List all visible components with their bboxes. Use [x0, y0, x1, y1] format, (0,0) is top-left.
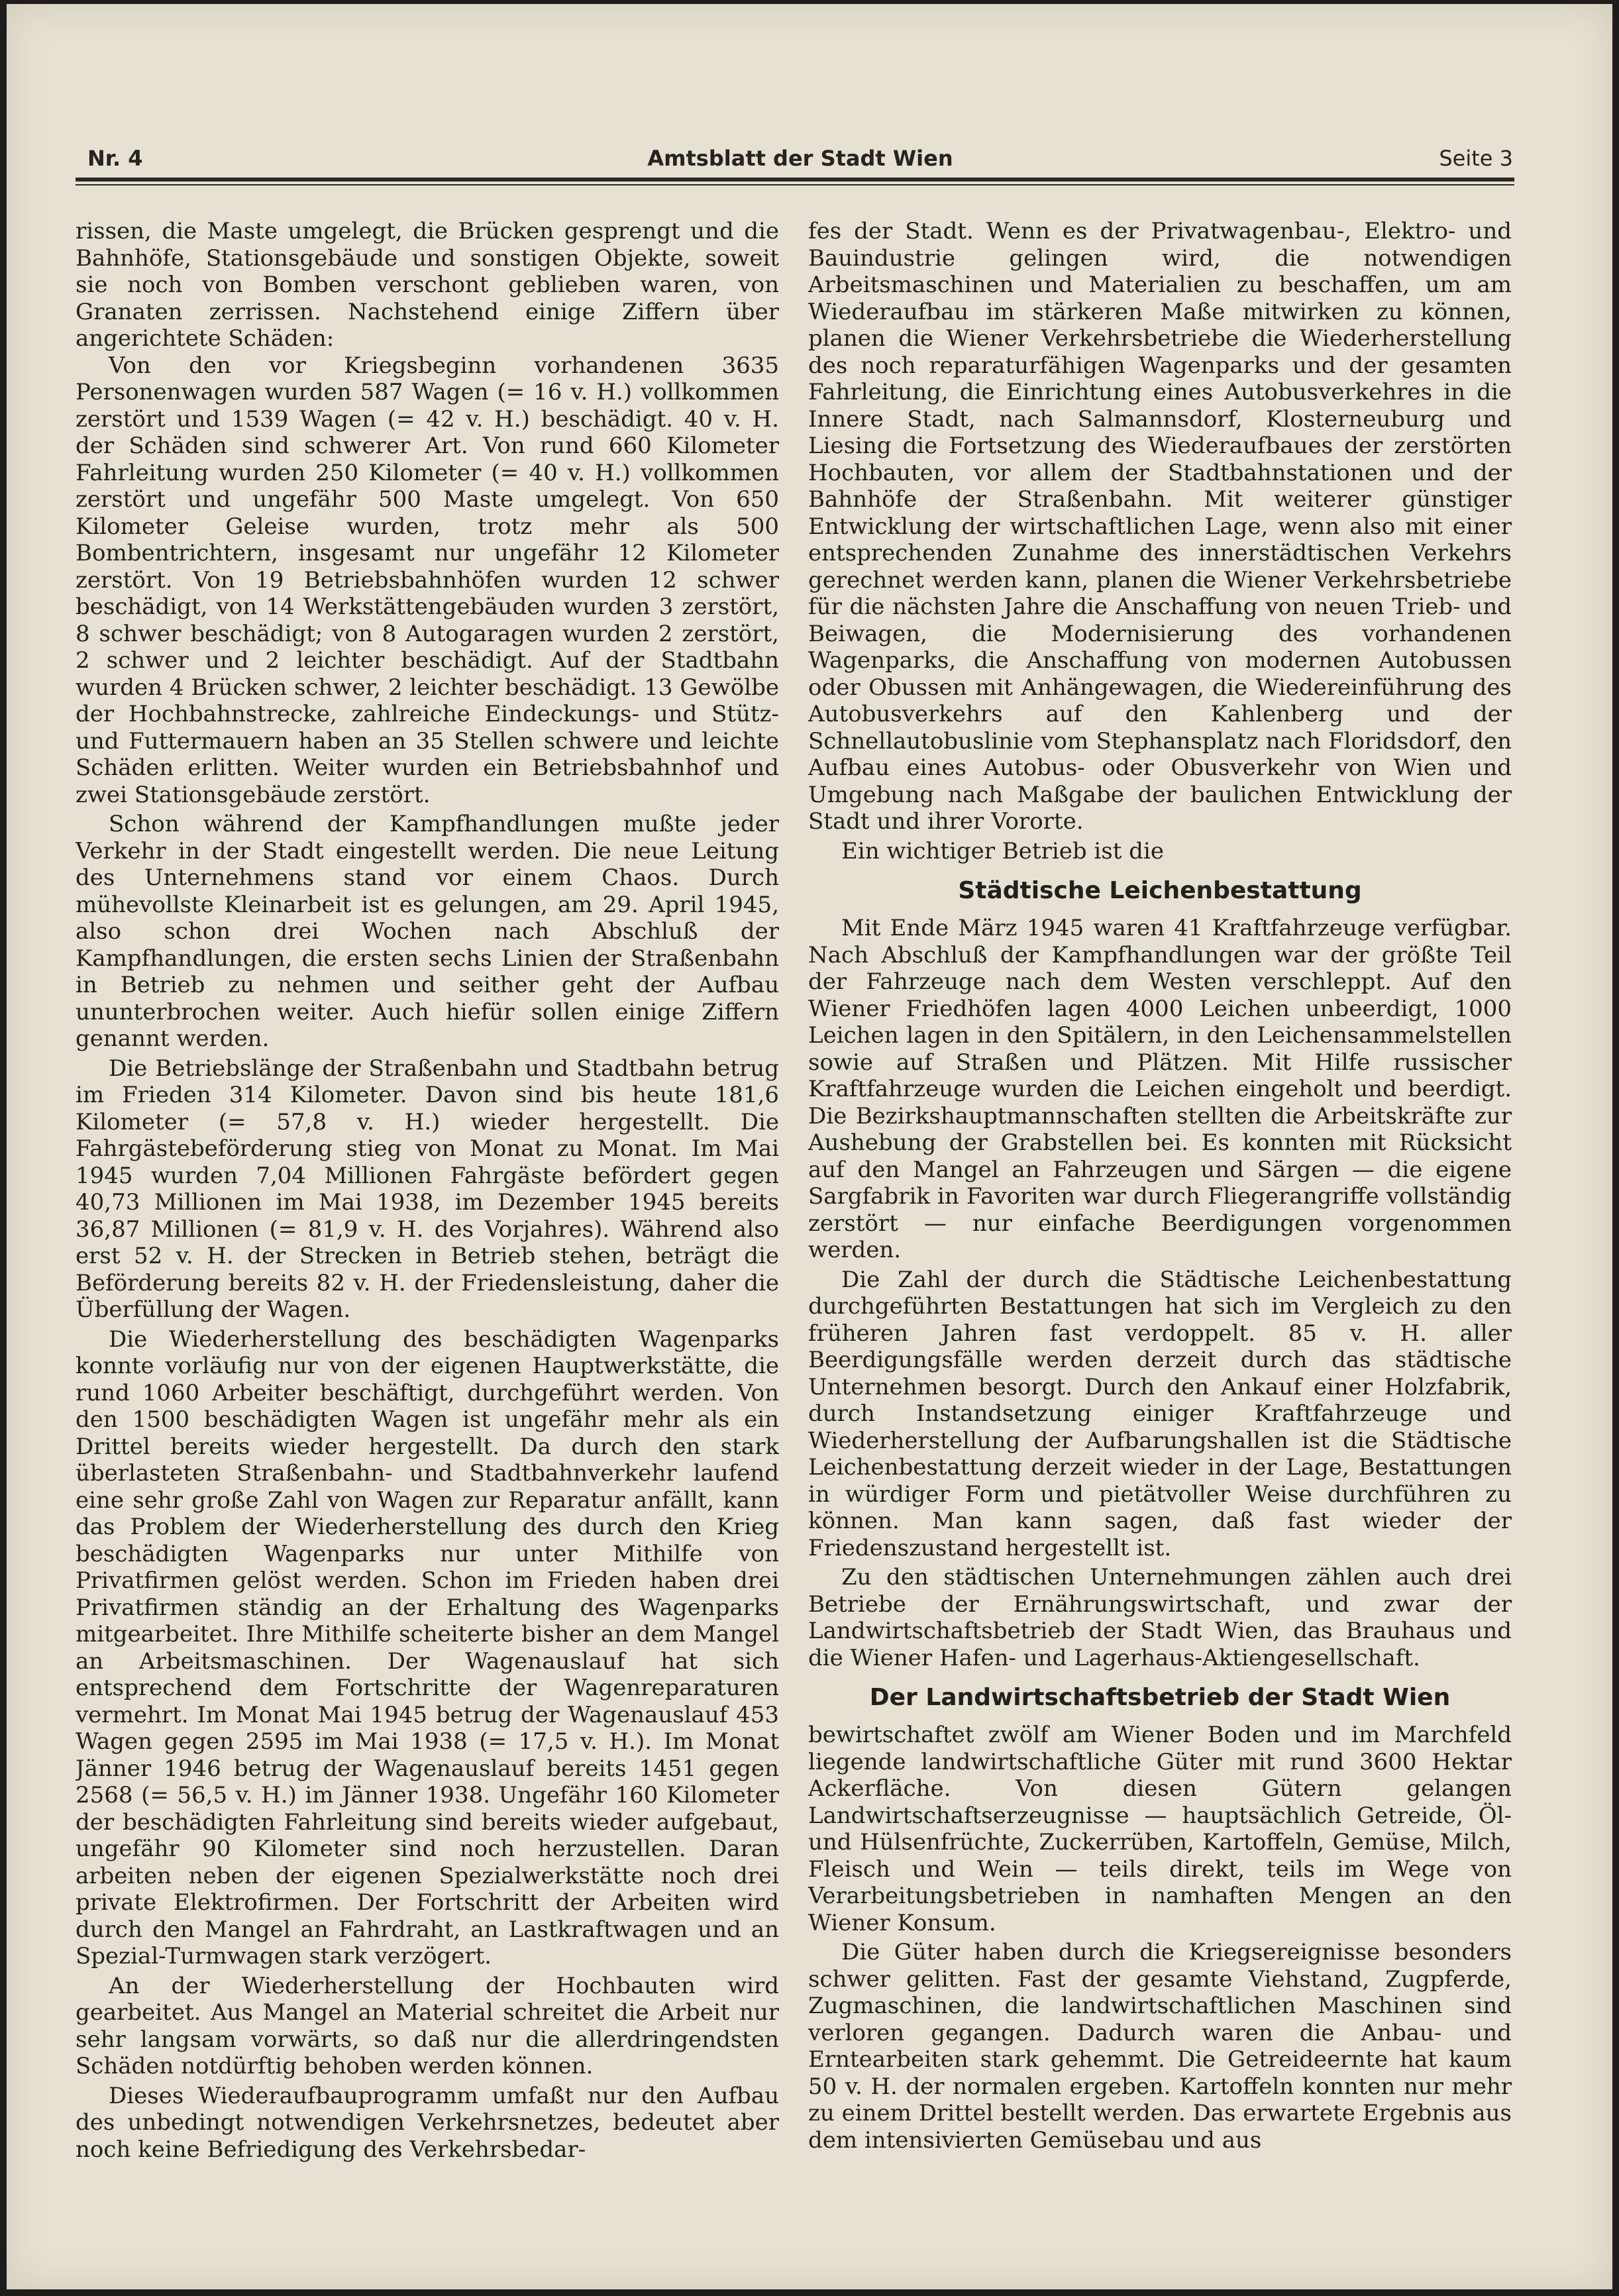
section-heading-leichenbestattung: Städtische Leichenbestattung — [958, 877, 1362, 904]
newspaper-page — [7, 4, 1612, 2289]
page-header — [87, 146, 1513, 175]
paragraph: bewirtschaftet zwölf am Wiener Boden und im Marchfeld liegende landwirtschaftliche Güter mit rund 3600 Hektar Ackerfläche. Von diesen Gütern gelangen Landwirtschaftserzeugnisse — hauptsächlich Getreide, Öl- und Hülsenfrüchte, Zuckerrüben, Kartoffeln, Gemüse, Milch, Fleisch und Wein — teils direkt, teils im Wege von Verarbeitungsbetrieben in namhaften Mengen an den Wiener Konsum. — [808, 1722, 1512, 1936]
right-column — [808, 218, 1512, 2218]
paragraph: Ein wichtiger Betrieb ist die — [841, 837, 1164, 864]
paragraph: An der Wiederherstellung der Hochbauten wird gearbeitet. Aus Mangel an Material schreitet die Arbeit nur sehr langsam vorwärts, so daß nur die allerdringendsten Schäden notdürftig behoben werden können. — [76, 1972, 779, 2079]
publication-title: Amtsblatt der Stadt Wien — [647, 146, 953, 171]
paragraph: Die Zahl der durch die Städtische Leichenbestattung durchgeführten Bestattungen hat sich im Vergleich zu den früheren Jahren fast verdoppelt. 85 v. H. aller Beerdigungsfälle werden derzeit durch das städtische Unternehmen besorgt. Durch den Ankauf einer Holzfabrik, durch Instandsetzung einiger Kraftfahrzeuge und Wiederherstellung der Aufbarungshallen ist die Städtische Leichenbestattung derzeit wieder in der Lage, Bestattungen in würdiger Form und pietätvoller Weise durchführen zu können. Man kann sagen, daß fast wieder der Friedenszustand hergestellt ist. — [808, 1266, 1512, 1561]
paragraph: rissen, die Maste umgelegt, die Brücken gesprengt und die Bahnhöfe, Stationsgebäude und sonstigen Objekte, soweit sie noch von Bomben verschont geblieben waren, von Granaten zerrissen. Nachstehend einige Ziffern über angerichtete Schäden: — [76, 218, 779, 352]
header-rule-thin — [76, 184, 1514, 185]
header-rule-thick — [76, 178, 1514, 182]
paragraph: Die Betriebslänge der Straßenbahn und Stadtbahn betrug im Frieden 314 Kilometer. Davon sind bis heute 181,6 Kilometer (= 57,8 v. H.) wieder hergestellt. Die Fahrgästebeförderung stieg von Monat zu Monat. Im Mai 1945 wurden 7,04 Millionen Fahrgäste befördert gegen 40,73 Millionen im Mai 1938, im Dezember 1945 bereits 36,87 Millionen (= 81,9 v. H. des Vorjahres). Während also erst 52 v. H. der Strecken in Betrieb stehen, beträgt die Beförderung bereits 82 v. H. der Friedensleistung, daher die Überfüllung der Wagen. — [76, 1055, 779, 1323]
paragraph: fes der Stadt. Wenn es der Privatwagenbau-, Elektro- und Bauindustrie gelingen wird, die notwendigen Arbeitsmaschinen und Materialien zu beschaffen, um am Wiederaufbau im stärkeren Maße mitwirken zu können, planen die Wiener Verkehrsbetriebe die Wiederherstellung des noch reparaturfähigen Wagenparks und der gesamten Fahrleitung, die Einrichtung eines Autobusverkehres in die Innere Stadt, nach Salmannsdorf, Klosterneuburg und Liesing die Fortsetzung des Wiederaufbaues der zerstörten Hochbauten, vor allem der Stadtbahnstationen und der Bahnhöfe der Straßenbahn. Mit weiterer günstiger Entwicklung der wirtschaftlichen Lage, wenn also mit einer entsprechenden Zunahme des innerstädtischen Verkehrs gerechnet werden kann, planen die Wiener Verkehrsbetriebe für die nächsten Jahre die Anschaffung von neuen Trieb- und Beiwagen, die Modernisierung des vorhandenen Wagenparks, die Anschaffung von modernen Autobussen oder Obussen mit Anhängewagen, die Wiedereinführung des Autobusverkehrs auf den Kahlenberg und der Schnellautobuslinie vom Stephansplatz nach Floridsdorf, den Aufbau eines Autobus- oder Obusverkehr von Wien und Umgebung nach Maßgabe der baulichen Entwicklung der Stadt und ihrer Vororte. — [808, 218, 1512, 835]
paragraph: Mit Ende März 1945 waren 41 Kraftfahrzeuge verfügbar. Nach Abschluß der Kampfhandlungen war der größte Teil der Fahrzeuge nach dem Westen verschleppt. Auf den Wiener Friedhöfen lagen 4000 Leichen unbeerdigt, 1000 Leichen lagen in den Spitälern, in den Leichensammelstellen sowie auf Straßen und Plätzen. Mit Hilfe russischer Kraftfahrzeuge wurden die Leichen eingeholt und beerdigt. Die Bezirkshauptmannschaften stellten die Arbeitskräfte zur Aushebung der Grabstellen bei. Es konnten mit Rücksicht auf den Mangel an Fahrzeugen und Särgen — die eigene Sargfabrik in Favoriten war durch Fliegerangriffe vollständig zerstört — nur einfache Beerdigungen vorgenommen werden. — [808, 915, 1512, 1263]
left-column — [76, 218, 779, 2218]
paragraph: Zu den städtischen Unternehmungen zählen auch drei Betriebe der Ernährungswirtschaft, und zwar der Landwirtschaftsbetrieb der Stadt Wien, das Brauhaus und die Wiener Hafen- und Lagerhaus-Aktiengesellschaft. — [808, 1564, 1512, 1671]
section-heading-landwirtschaftsbetrieb: Der Landwirtschaftsbetrieb der Stadt Wien — [869, 1684, 1451, 1711]
paragraph: Dieses Wiederaufbauprogramm umfaßt nur den Aufbau des unbedingt notwendigen Verkehrsnetzes, bedeutet aber noch keine Befriedigung des Verkehrsbedar- — [76, 2082, 779, 2163]
paragraph: Von den vor Kriegsbeginn vorhandenen 3635 Personenwagen wurden 587 Wagen (= 16 v. H.) vollkommen zerstört und 1539 Wagen (= 42 v. H.) beschädigt. 40 v. H. der Schäden sind schwerer Art. Von rund 660 Kilometer Fahrleitung wurden 250 Kilometer (= 40 v. H.) vollkommen zerstört und ungefähr 500 Maste umgelegt. Von 650 Kilometer Geleise wurden, trotz mehr als 500 Bombentrichtern, insgesamt nur ungefähr 12 Kilometer zerstört. Von 19 Betriebsbahnhöfen wurden 12 schwer beschädigt, von 14 Werkstättengebäuden wurden 3 zerstört, 8 schwer beschädigt; von 8 Autogaragen wurden 2 zerstört, 2 schwer und 2 leichter beschädigt. Auf der Stadtbahn wurden 4 Brücken schwer, 2 leichter beschädigt. 13 Gewölbe der Hochbahnstrecke, zahlreiche Eindeckungs- und Stütz- und Futtermauern haben an 35 Stellen schwere und leichte Schäden erlitten. Weiter wurden ein Betriebsbahnhof und zwei Stationsgebäude zerstört. — [76, 352, 779, 808]
issue-number: Nr. 4 — [87, 146, 143, 171]
page-number: Seite 3 — [1439, 146, 1513, 171]
paragraph: Schon während der Kampfhandlungen mußte jeder Verkehr in der Stadt eingestellt werden. Die neue Leitung des Unternehmens stand vor einem Chaos. Durch mühevollste Kleinarbeit ist es gelungen, am 29. April 1945, also schon drei Wochen nach Abschluß der Kampfhandlungen, die ersten sechs Linien der Straßenbahn in Betrieb zu nehmen und seither geht der Aufbau ununterbrochen weiter. Auch hiefür sollen einige Ziffern genannt werden. — [76, 811, 779, 1052]
paragraph: Die Güter haben durch die Kriegsereignisse besonders schwer gelitten. Fast der gesamte Viehstand, Zugpferde, Zugmaschinen, die landwirtschaftlichen Maschinen sind verloren gegangen. Dadurch waren die Anbau- und Erntearbeiten stark gehemmt. Die Getreideernte hat kaum 50 v. H. der normalen ergeben. Kartoffeln konnten nur mehr zu einem Drittel bestellt werden. Das erwartete Ergebnis aus dem intensivierten Gemüsebau und aus — [808, 1939, 1512, 2154]
paragraph: Die Wiederherstellung des beschädigten Wagenparks konnte vorläufig nur von der eigenen Hauptwerkstätte, die rund 1060 Arbeiter beschäftigt, durchgeführt werden. Von den 1500 beschädigten Wagen ist ungefähr mehr als ein Drittel bereits wieder hergestellt. Da durch den stark überlasteten Straßenbahn- und Stadtbahnverkehr laufend eine sehr große Zahl von Wagen zur Reparatur anfällt, kann das Problem der Wiederherstellung des durch den Krieg beschädigten Wagenparks nur unter Mithilfe von Privatfirmen gelöst werden. Schon im Frieden haben drei Privatfirmen ständig an der Erhaltung des Wagenparks mitgearbeitet. Ihre Mithilfe scheiterte bisher an dem Mangel an Arbeitsmaschinen. Der Wagenauslauf hat sich entsprechend dem Fortschritte der Wagenreparaturen vermehrt. Im Monat Mai 1945 betrug der Wagenauslauf 453 Wagen gegen 2595 im Mai 1938 (= 17,5 v. H.). Im Monat Jänner 1946 betrug der Wagenauslauf bereits 1451 gegen 2568 (= 56,5 v. H.) im Jänner 1938. Ungefähr 160 Kilometer der beschädigten Fahrleitung sind bereits wieder aufgebaut, ungefähr 90 Kilometer sind noch herzustellen. Daran arbeiten neben der eigenen Spezialwerkstätte noch drei private Elektrofirmen. Der Fortschritt der Arbeiten wird durch den Mangel an Fahrdraht, an Lastkraftwagen und an Spezial-Turmwagen stark verzögert. — [76, 1326, 779, 1969]
